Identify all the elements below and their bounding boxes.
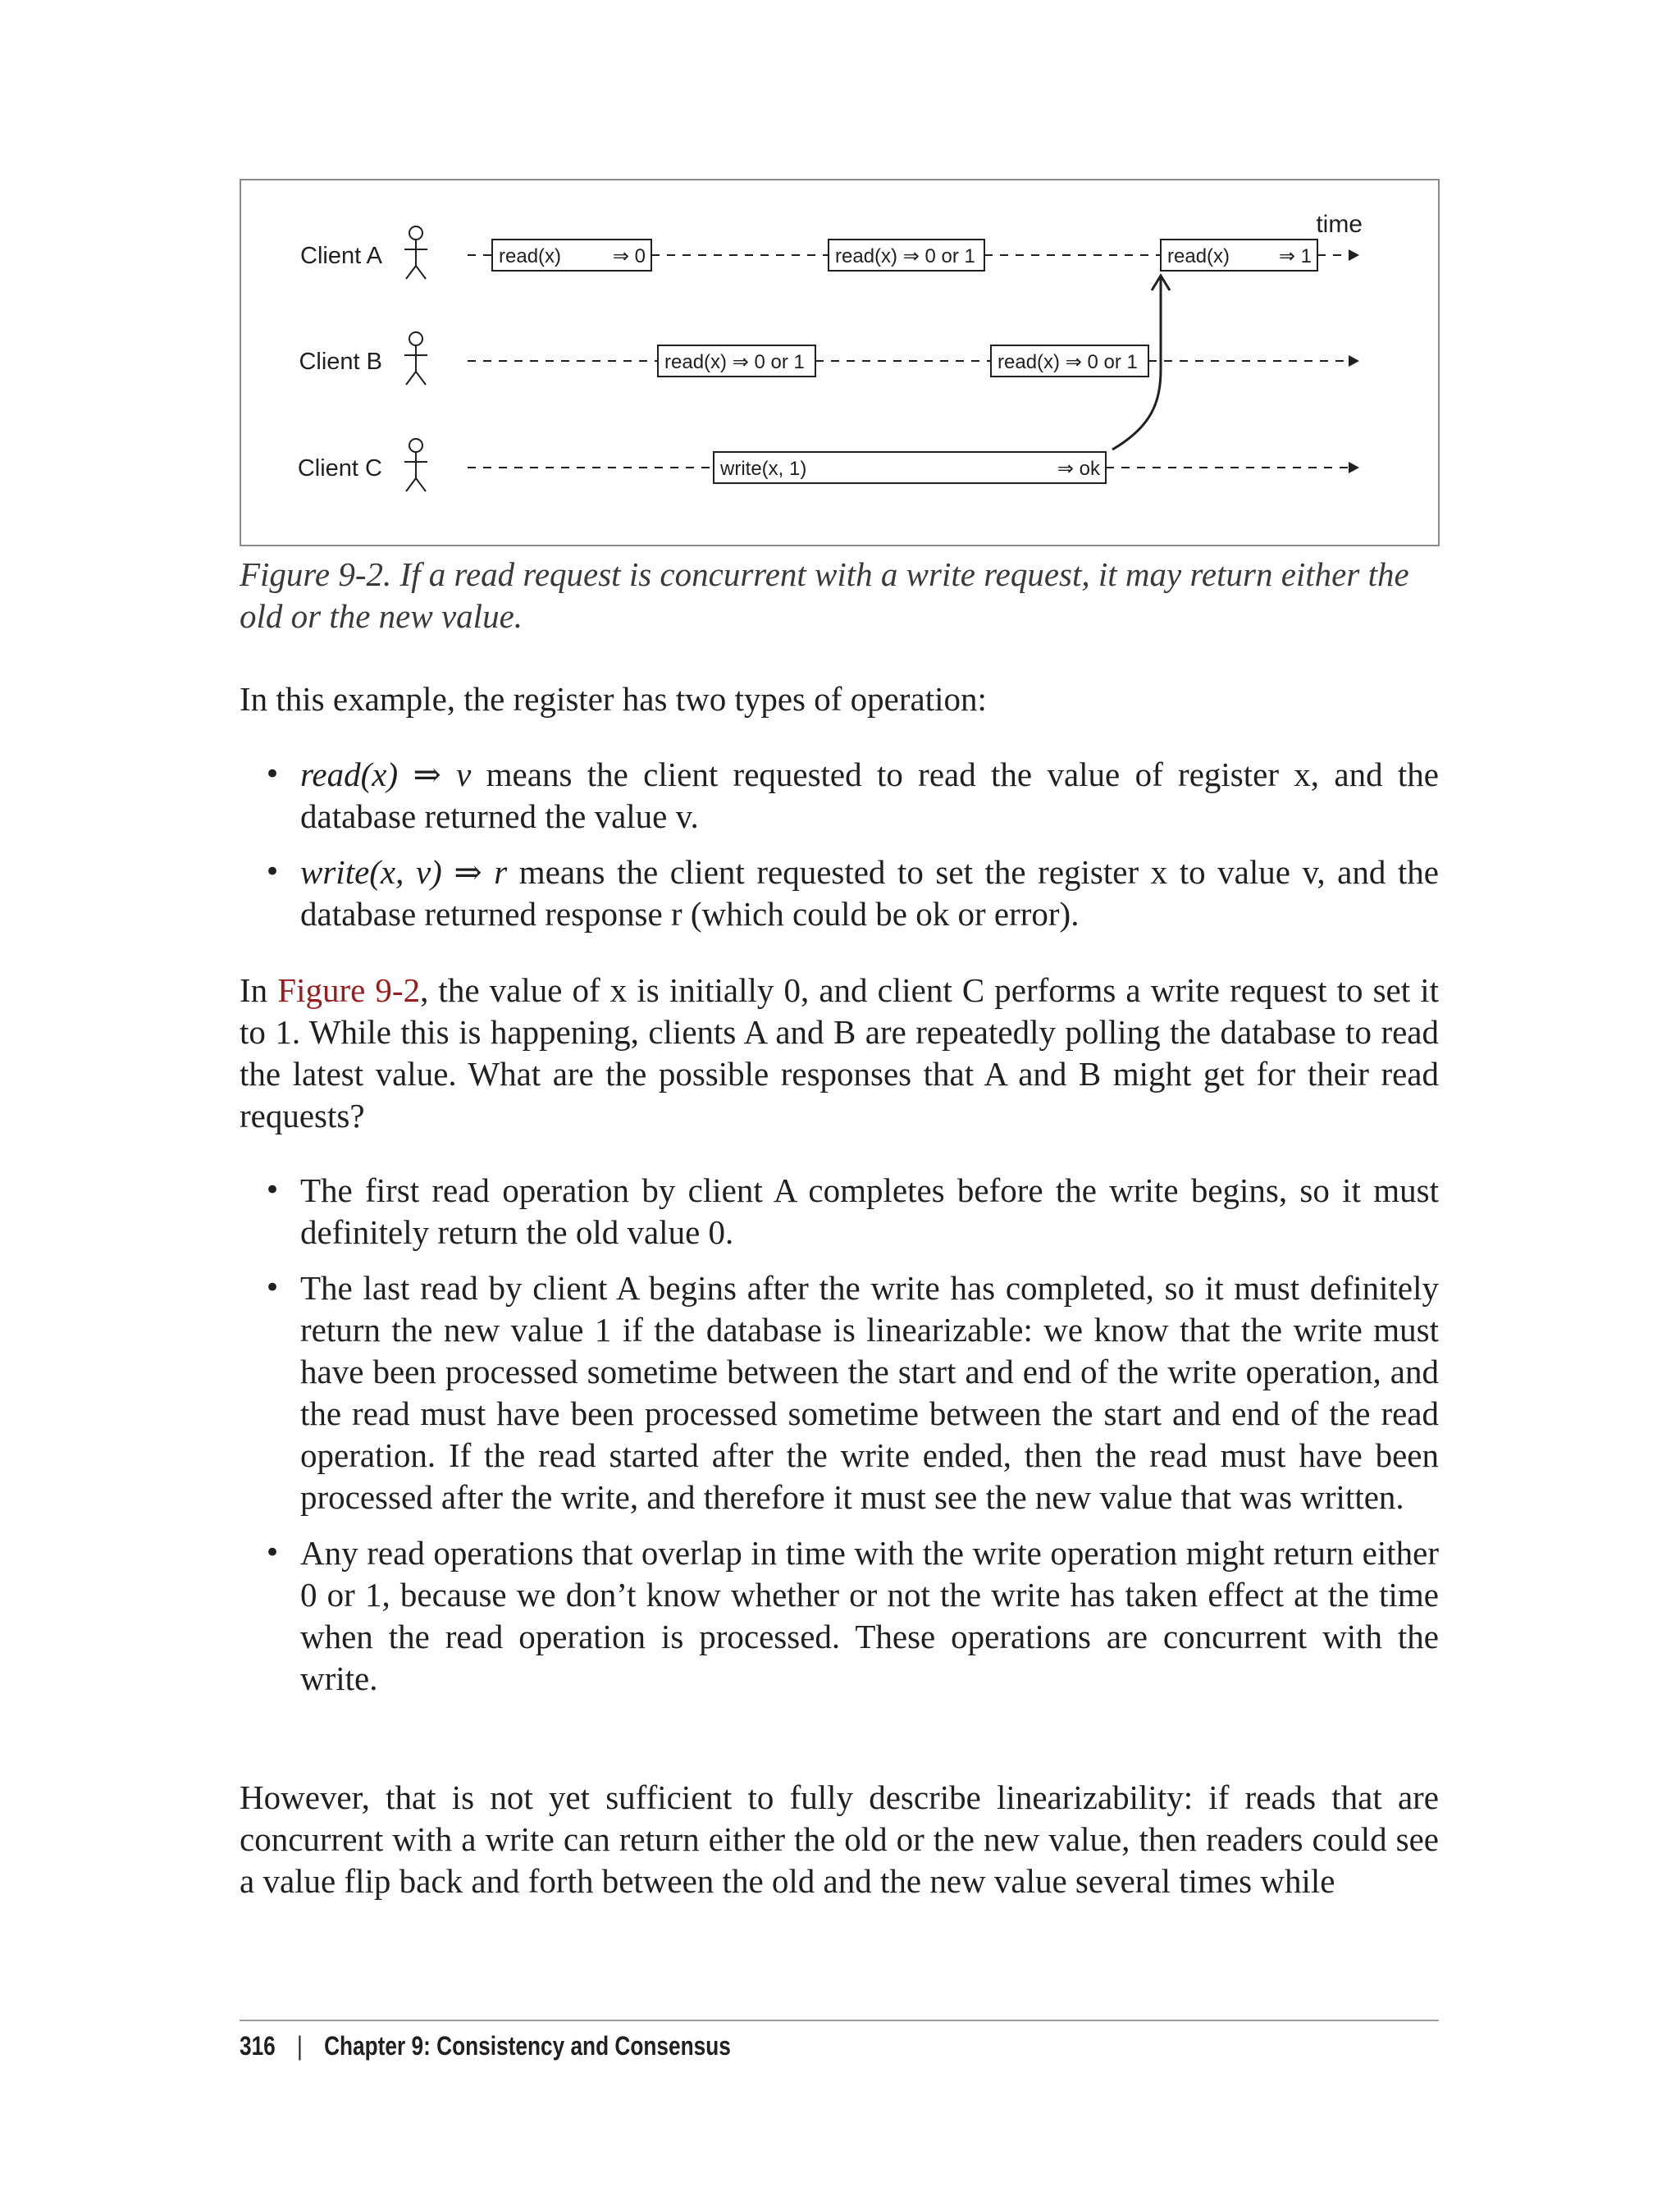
figure-discussion-paragraph [240, 970, 1439, 1137]
read-signature: read(x) ⇒ v [300, 756, 472, 793]
text-span: In [240, 971, 278, 1009]
client-a-person-icon [404, 226, 427, 279]
read-cases-list [240, 1170, 1439, 1700]
list-item: • The last read by client A begins after the write has completed, so it must definitely return the new value 1 if the database is linearizable: we know that the write must have been processed sometime between the start and end of the write operation, and the read must have been processed sometime between the start and end of the read operation. If the read started after the write ended, then the read must have been processed after the write, and therefore it must see the new value that was written. [240, 1267, 1439, 1518]
list-item: • Any read operations that overlap in time with the write operation might return either 0 or 1, because we don’t know whether or not the write has taken effect at the time when the read operation is processed. These operations are concurrent with the write. [240, 1532, 1439, 1700]
op-c1-result: ⇒ ok [1057, 458, 1100, 480]
time-arrow-a [1349, 249, 1359, 261]
list-item: • The first read operation by client A completes before the write begins, so it must definitely return the old value 0. [240, 1170, 1439, 1253]
op-a3-result: ⇒ 1 [1278, 245, 1312, 267]
client-b-person-icon [404, 332, 427, 385]
list-item-text: means the client requested to read the value of register x, and the database returned the value v. [300, 756, 1439, 835]
client-b-label: Client B [299, 349, 382, 375]
op-a1-result: ⇒ 0 [612, 245, 646, 267]
write-signature: write(x, v) ⇒ r [300, 853, 508, 891]
figure-9-2 [240, 179, 1440, 546]
client-c-label: Client C [297, 455, 382, 482]
op-a3-call: read(x) [1167, 245, 1230, 267]
op-a2-call: read(x) ⇒ 0 or 1 [835, 245, 975, 267]
list-item [240, 851, 1439, 935]
op-a1-call: read(x) [499, 245, 562, 267]
page-footer [240, 2031, 731, 2061]
list-item-text: means the client requested to set the register x to value v, and the database returned response r (which could be ok or error). [300, 853, 1440, 933]
chapter-title: Chapter 9: Consistency and Consensus [324, 2031, 731, 2061]
op-b2-call: read(x) ⇒ 0 or 1 [998, 351, 1138, 373]
operation-types-list [240, 754, 1439, 935]
op-c1-call: write(x, 1) [720, 458, 807, 480]
page-number: 316 [240, 2031, 276, 2061]
time-arrow-b [1349, 355, 1359, 367]
footer-divider [240, 2020, 1439, 2021]
client-c-person-icon [404, 439, 427, 491]
client-a-label: Client A [300, 243, 382, 269]
closing-paragraph: However, that is not yet sufficient to fully describe linearizability: if reads that are concurrent with a write can return either the old or the new value, then readers could see a value flip back and forth between the old and the new value several times while [240, 1778, 1439, 1900]
op-b1-call: read(x) ⇒ 0 or 1 [664, 351, 805, 373]
list-item [240, 754, 1439, 838]
time-axis-label: time [1316, 211, 1363, 238]
time-arrow-c [1349, 462, 1359, 473]
figure-9-2-link[interactable]: Figure 9-2 [277, 971, 421, 1009]
footer-separator: | [297, 2031, 303, 2061]
figure-caption: Figure 9-2. If a read request is concurrent with a write request, it may return either the old or the new value. [240, 555, 1409, 635]
text-span: , the value of x is initially 0, and client C performs a write request to set it to 1. While this is happening, clients A and B are repeatedly polling the database to read the latest value. What are the possible responses that A and B might get for their read requests? [240, 971, 1440, 1134]
intro-paragraph: In this example, the register has two types of operation: [240, 680, 987, 718]
timing-diagram [241, 180, 1441, 548]
